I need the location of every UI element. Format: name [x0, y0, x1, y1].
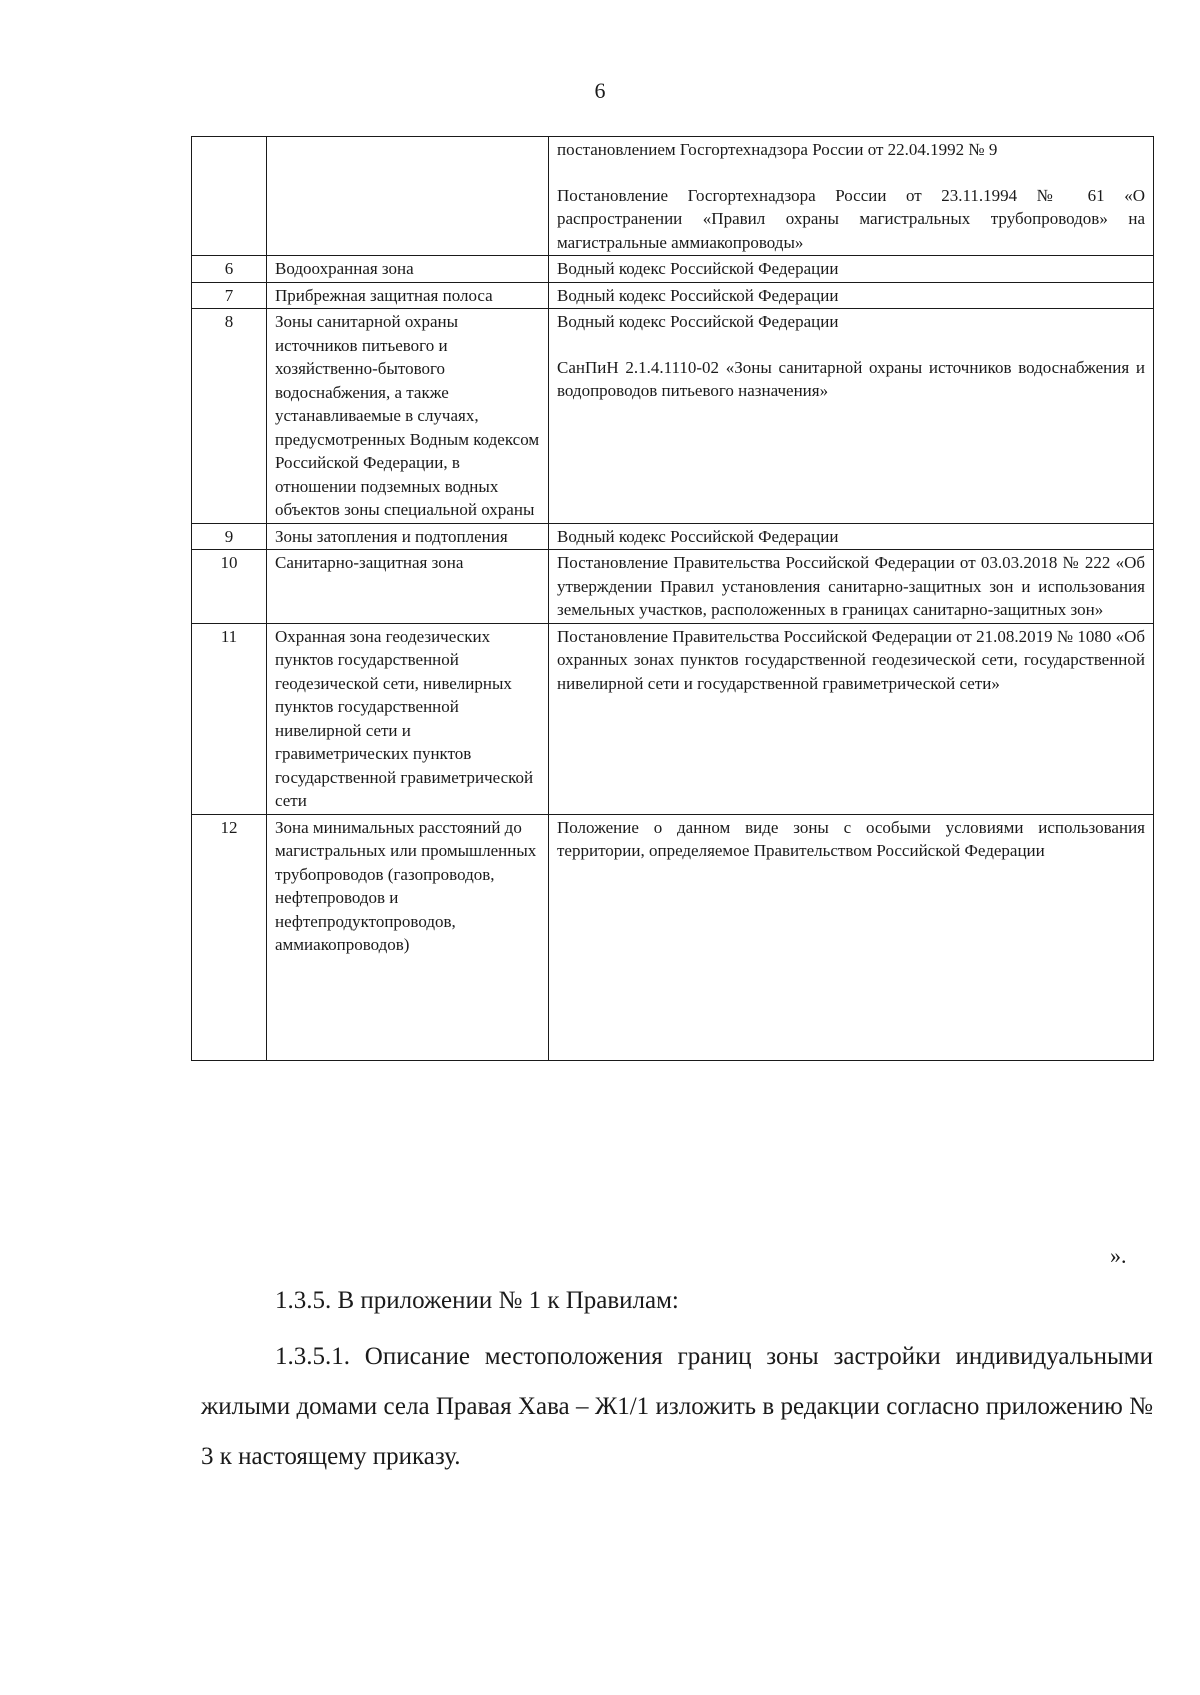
zone-name: Зона минимальных расстояний до магистральных или промышленных трубопроводов (газопроводов, нефтепроводов и нефтепродуктопроводов, аммиакопроводов) [267, 814, 549, 1060]
legal-basis-item: Водный кодекс Российской Федерации [557, 526, 839, 546]
zone-name: Прибрежная защитная полоса [267, 282, 549, 309]
legal-basis-item: Постановление Госгортехнадзора России от 23.11.1994 № 61 «О распространении «Правил охраны магистральных трубопроводов» на магистральные аммиакопроводы» [557, 185, 1145, 252]
zone-name: Санитарно-защитная зона [267, 550, 549, 624]
table-row [192, 256, 1154, 283]
table-row [192, 623, 1154, 814]
row-number: 6 [192, 256, 267, 283]
legal-basis-item: СанПиН 2.1.4.1110-02 «Зоны санитарной охраны источников водоснабжения и водопроводов питьевого назначения» [557, 357, 1145, 400]
section-heading: 1.3.5. В приложении № 1 к Правилам: [275, 1287, 679, 1314]
page-number: 6 [594, 78, 606, 103]
legal-basis-item: Водный кодекс Российской Федерации [557, 312, 839, 331]
legal-basis [549, 309, 1154, 524]
legal-basis-item: Постановление Правительства Российской Федерации от 03.03.2018 № 222 «Об утверждении Правил установления санитарно-защитных зон и использования земельных участков, расположенных в границах санитарно-защитных зон» [557, 553, 1145, 619]
legal-basis-item: Постановление Правительства Российской Федерации от 21.08.2019 № 1080 «Об охранных зонах пунктов государственной геодезической сети, государственной нивелирной сети и государственной гравиметрической сети» [557, 626, 1145, 693]
legal-basis [549, 523, 1154, 550]
legal-basis [549, 282, 1154, 309]
closing-quote: ». [1110, 1243, 1127, 1268]
row-number: 10 [192, 550, 267, 624]
table-row [192, 309, 1154, 524]
legal-basis-item: постановлением Госгортехнадзора России от 22.04.1992 № 9 [557, 140, 998, 159]
table-row [192, 550, 1154, 624]
row-number: 9 [192, 523, 267, 550]
table-row [192, 814, 1154, 1060]
zone-name [267, 137, 549, 256]
legal-basis-item: Водный кодекс Российской Федерации [557, 259, 839, 278]
section-paragraph: 1.3.5.1. Описание местоположения границ зоны застройки индивидуальными жилыми домами села Правая Хава – Ж1/1 изложить в редакции согласно приложению № 3 к настоящему приказу. [201, 1343, 1153, 1470]
legal-basis-item: Положение о данном виде зоны с особыми условиями использования территории, определяемое Правительством Российской Федерации [557, 817, 1145, 860]
zone-name: Охранная зона геодезических пунктов государственной геодезической сети, нивелирных пунктов государственной нивелирной сети и гравиметрических пунктов государственной гравиметрической сети [267, 623, 549, 814]
table-row [192, 137, 1154, 256]
legal-basis [549, 814, 1154, 1060]
row-number: 11 [192, 623, 267, 814]
table-row [192, 523, 1154, 550]
row-number: 7 [192, 282, 267, 309]
legal-basis [549, 623, 1154, 814]
zone-name: Водоохранная зона [267, 256, 549, 283]
zone-name: Зоны затопления и подтопления [267, 523, 549, 550]
legal-basis-item: Водный кодекс Российской Федерации [557, 285, 839, 305]
table-row [192, 282, 1154, 309]
legal-basis [549, 550, 1154, 624]
zones-table [191, 136, 1154, 1061]
row-number: 12 [192, 814, 267, 1060]
row-number [192, 137, 267, 256]
zone-name: Зоны санитарной охраны источников питьевого и хозяйственно-бытового водоснабжения, а также устанавливаемые в случаях, предусмотренных Водным кодексом Российской Федерации, в отношении подземных водных объектов зоны специальной охраны [267, 309, 549, 524]
legal-basis [549, 137, 1154, 256]
row-number: 8 [192, 309, 267, 524]
legal-basis [549, 256, 1154, 283]
